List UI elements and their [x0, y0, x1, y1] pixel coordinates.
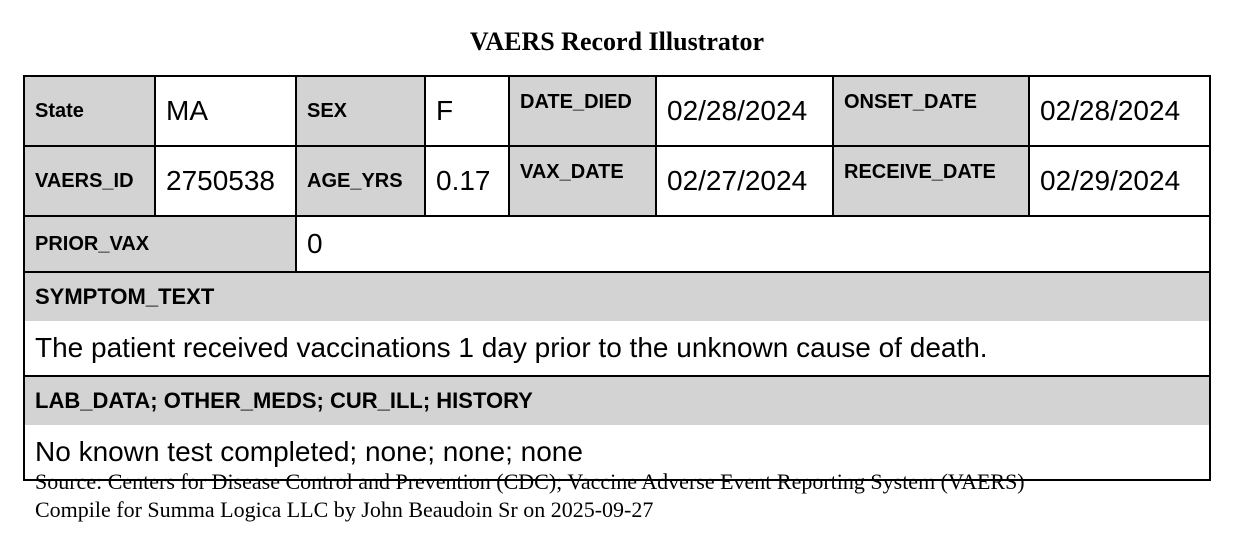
table-row — [24, 216, 1210, 272]
history-value: No known test completed; none; none; none — [24, 425, 1210, 480]
date-died-label: DATE_DIED — [509, 76, 656, 146]
date-died-value: 02/28/2024 — [656, 76, 833, 146]
source-note: Source: Centers for Disease Control and Prevention (CDC); Vaccine Adverse Event Reporting System (VAERS) — [35, 469, 1025, 494]
state-label: State — [24, 76, 155, 146]
age-yrs-value: 0.17 — [425, 146, 509, 216]
table-row — [24, 146, 1210, 216]
symptom-text-label: SYMPTOM_TEXT — [24, 272, 1210, 321]
vaers-id-value: 2750538 — [155, 146, 296, 216]
prior-vax-value: 0 — [296, 216, 1210, 272]
state-value: MA — [155, 76, 296, 146]
receive-date-label: RECEIVE_DATE — [833, 146, 1029, 216]
vax-date-value: 02/27/2024 — [656, 146, 833, 216]
compiled-note: Compile for Summa Logica LLC by John Beaudoin Sr on 2025-09-27 — [35, 497, 654, 522]
prior-vax-label: PRIOR_VAX — [24, 216, 296, 272]
table-row — [24, 76, 1210, 146]
footer — [35, 468, 1025, 524]
vaers-record-table — [23, 75, 1211, 481]
onset-date-label: ONSET_DATE — [833, 76, 1029, 146]
age-yrs-label: AGE_YRS — [296, 146, 425, 216]
onset-date-value: 02/28/2024 — [1029, 76, 1210, 146]
table-row — [24, 272, 1210, 321]
sex-label: SEX — [296, 76, 425, 146]
table-row — [24, 321, 1210, 376]
page-title: VAERS Record Illustrator — [469, 27, 765, 56]
vaers-id-label: VAERS_ID — [24, 146, 155, 216]
history-label: LAB_DATA; OTHER_MEDS; CUR_ILL; HISTORY — [24, 376, 1210, 425]
symptom-text-value: The patient received vaccinations 1 day prior to the unknown cause of death. — [24, 321, 1210, 376]
receive-date-value: 02/29/2024 — [1029, 146, 1210, 216]
vax-date-label: VAX_DATE — [509, 146, 656, 216]
sex-value: F — [425, 76, 509, 146]
table-row — [24, 376, 1210, 425]
